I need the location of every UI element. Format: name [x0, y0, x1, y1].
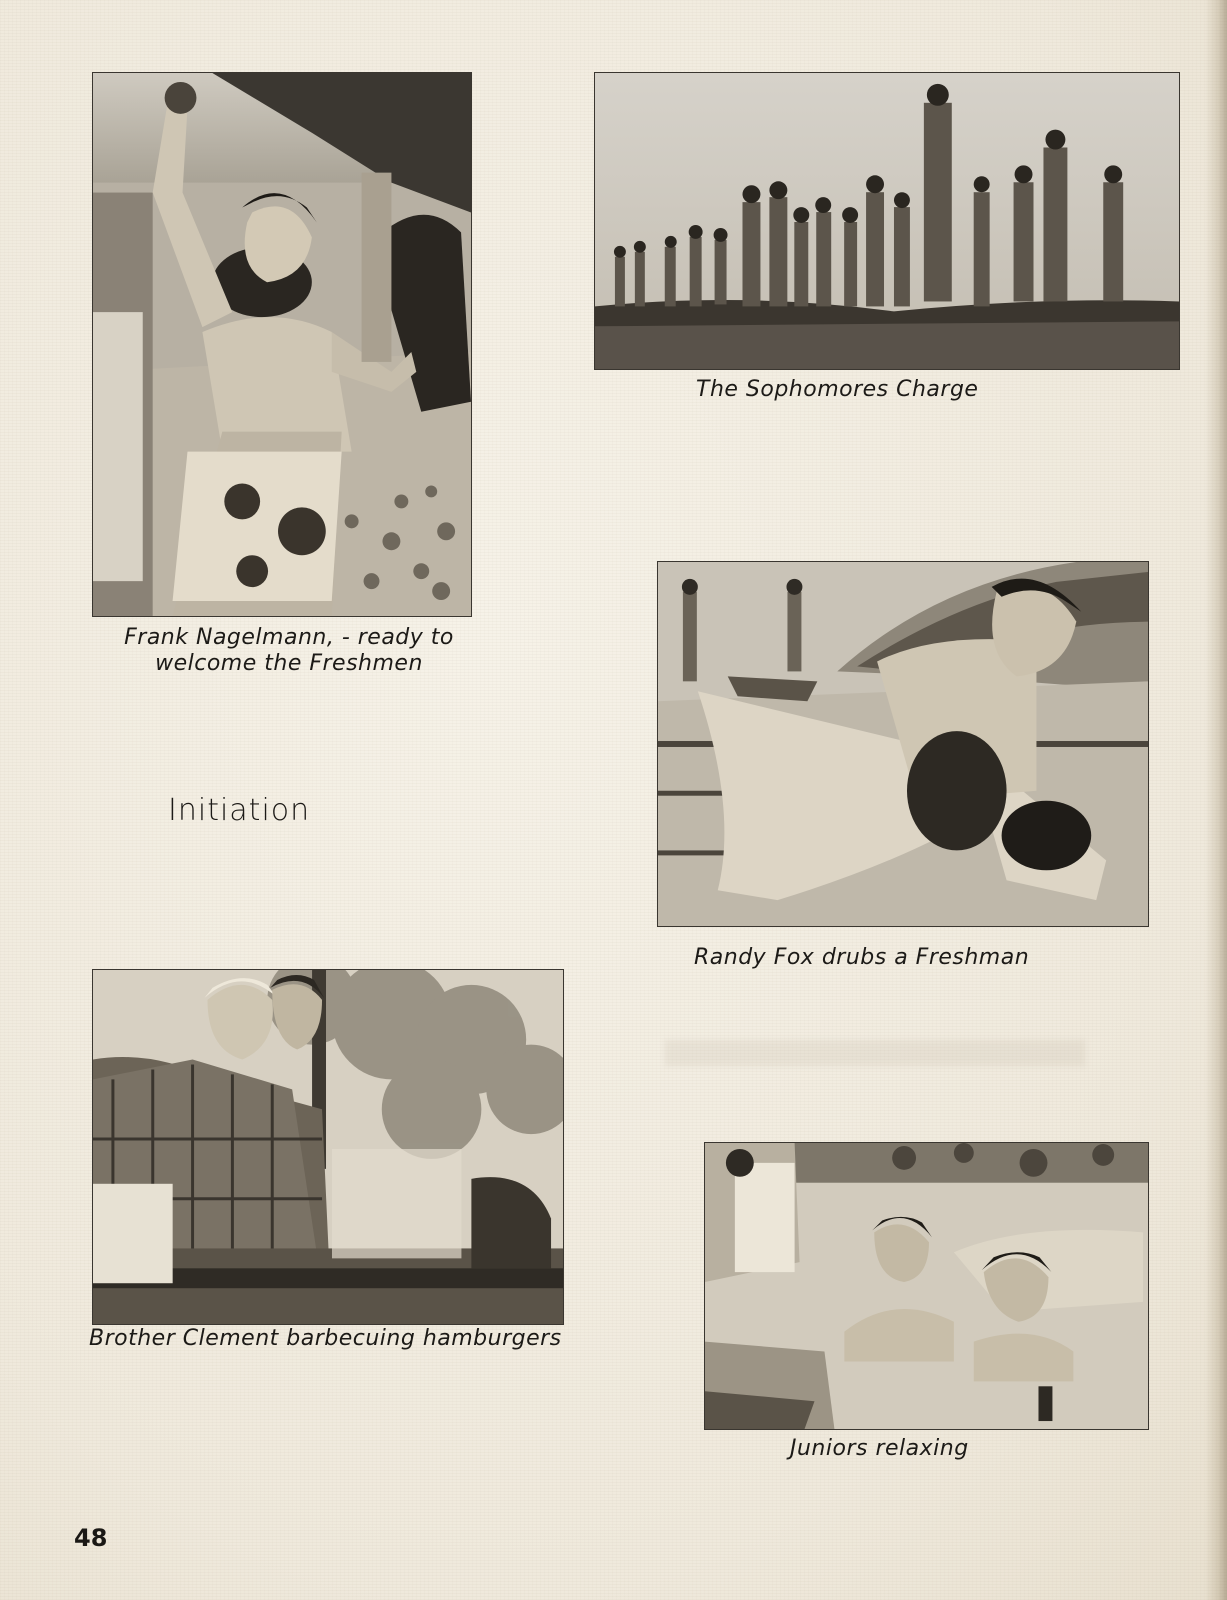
- photo-frank-nagelmann: [92, 72, 472, 617]
- page-number: 48: [74, 1524, 108, 1552]
- caption-juniors: Juniors relaxing: [790, 1436, 969, 1461]
- section-title: Initiation: [168, 793, 311, 828]
- photo-randy-fox: [657, 561, 1149, 927]
- photo-juniors-relaxing: [704, 1142, 1149, 1430]
- bleed-through-text: [665, 1040, 1085, 1066]
- caption-frank: [104, 625, 474, 677]
- photo-sophomores-charge: [594, 72, 1180, 370]
- caption-frank-line2: welcome the Freshmen: [155, 651, 423, 676]
- photo-brother-clement: [92, 969, 564, 1325]
- caption-brother-clement: Brother Clement barbecuing hamburgers: [89, 1326, 562, 1351]
- caption-sophomores: The Sophomores Charge: [696, 377, 979, 402]
- caption-frank-line1: Frank Nagelmann, - ready to: [124, 625, 454, 650]
- caption-randy: Randy Fox drubs a Freshman: [694, 945, 1030, 970]
- page-edge-shadow: [1205, 0, 1227, 1600]
